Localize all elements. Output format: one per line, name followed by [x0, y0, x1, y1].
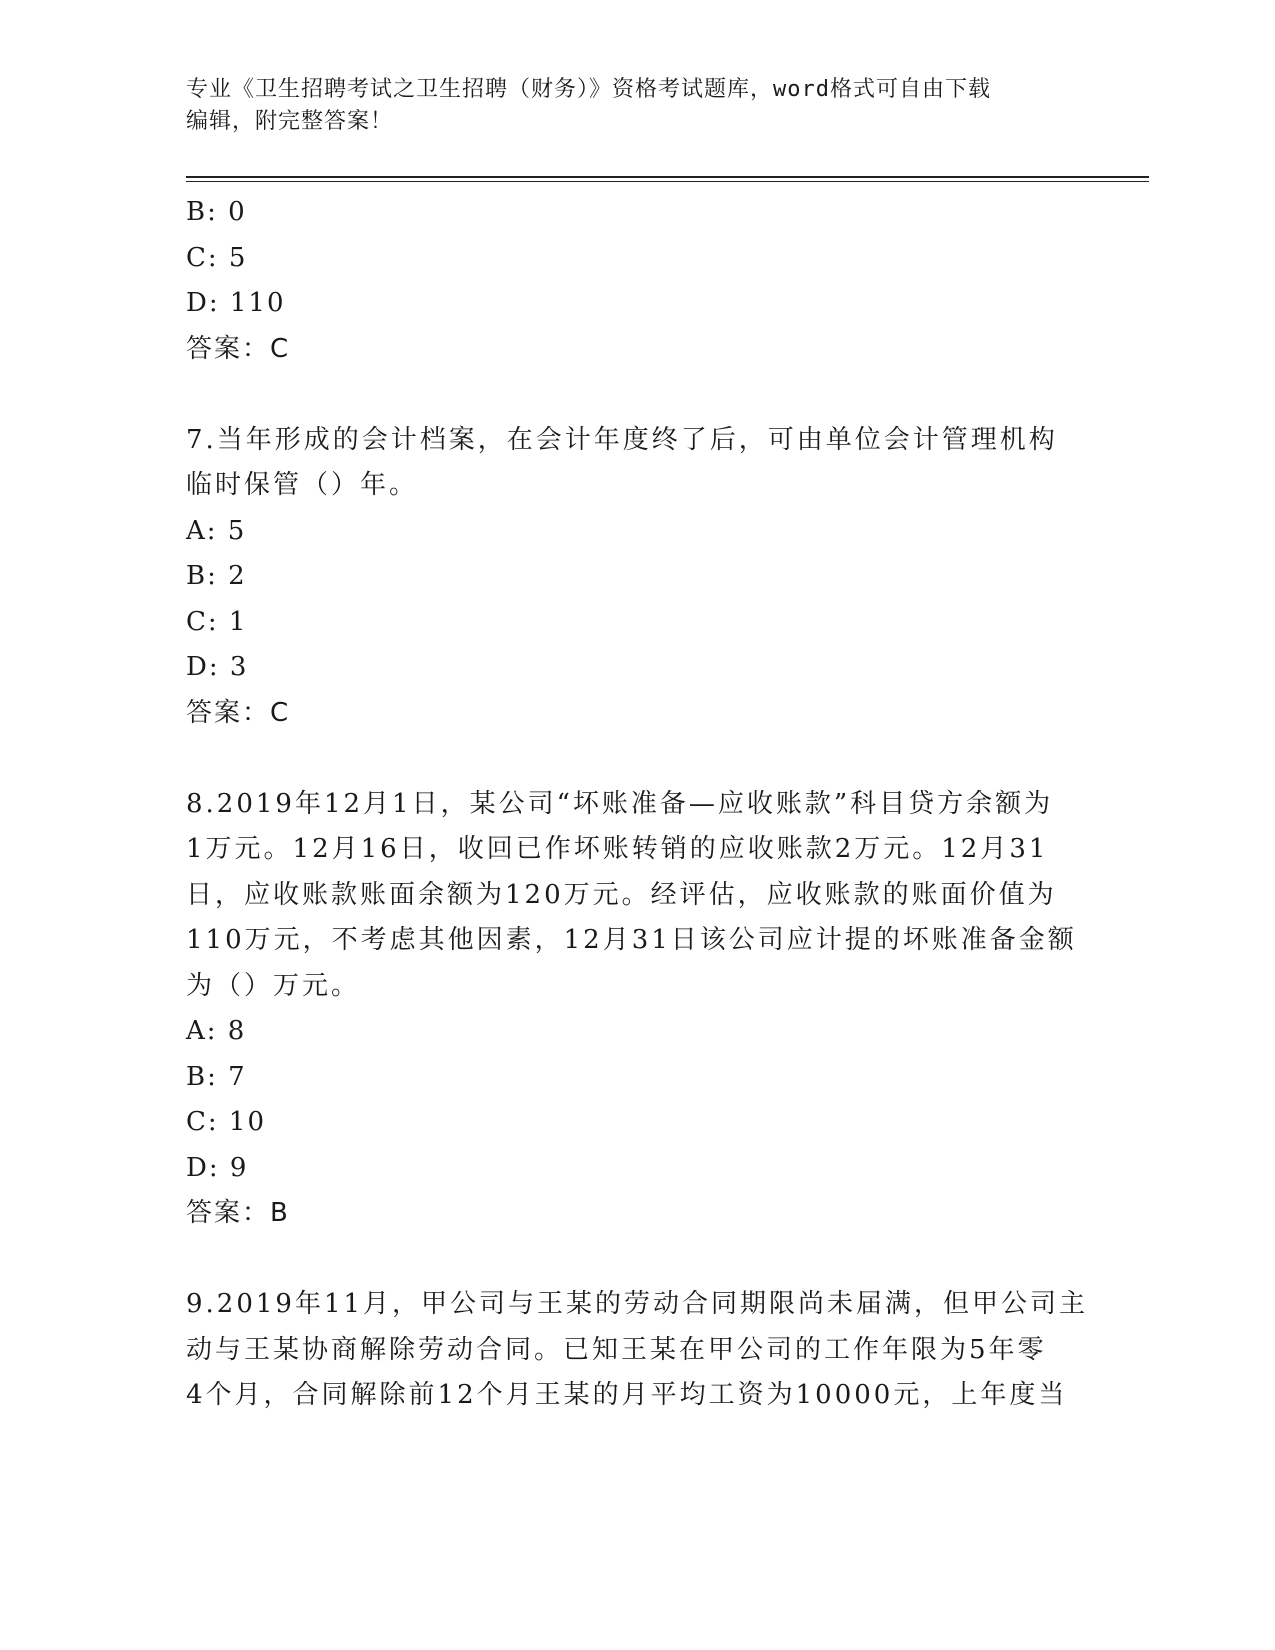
header-divider-thin [186, 181, 1149, 182]
question-text-line: 日，应收账款账面余额为120万元。经评估，应收账款的账面价值为 [186, 879, 1057, 910]
option-a: A: 8 [186, 1016, 247, 1046]
option-d: D: 110 [186, 288, 286, 318]
page-header [186, 74, 1086, 138]
question-text-line: 4个月，合同解除前12个月王某的月平均工资为10000元，上年度当 [186, 1380, 1068, 1410]
option-d: D: 9 [186, 1152, 249, 1183]
question-text-line: 9.2019年11月，甲公司与王某的劳动合同期限尚未届满，但甲公司主 [186, 1289, 1089, 1319]
question-content [186, 190, 1089, 1419]
prev-question-tail [186, 190, 1086, 372]
question-text-line: 1万元。12月16日，收回已作坏账转销的应收账款2万元。12月31 [186, 834, 1049, 864]
spacer [186, 1237, 1086, 1283]
question-text-line: 7.当年形成的会计档案，在会计年度终了后，可由单位会计管理机构 [186, 424, 1058, 455]
option-c: C: 1 [186, 606, 248, 637]
option-b: B: 7 [186, 1061, 247, 1092]
option-c: C: 5 [186, 242, 248, 273]
question-7 [186, 418, 1086, 737]
spacer [186, 372, 1086, 418]
question-text-line: 为（）万元。 [186, 970, 361, 1001]
header-line-2: 编辑，附完整答案！ [186, 109, 394, 134]
answer-line: 答案：C [186, 333, 291, 364]
question-8 [186, 782, 1086, 1237]
option-a: A: 5 [186, 515, 247, 546]
question-9 [186, 1282, 1089, 1419]
question-text-line: 8.2019年12月1日，某公司“坏账准备—应收账款”科目贷方余额为 [186, 788, 1054, 819]
option-b: B: 0 [186, 197, 247, 227]
header-line-1: 专业《卫生招聘考试之卫生招聘（财务）》资格考试题库，word格式可自由下载 [186, 77, 991, 102]
answer-line: 答案：C [186, 697, 291, 728]
answer-line: 答案：B [186, 1198, 290, 1228]
option-b: B: 2 [186, 561, 247, 591]
question-text-line: 临时保管（）年。 [186, 470, 419, 500]
header-divider-thick [186, 176, 1149, 178]
option-d: D: 3 [186, 652, 249, 682]
option-c: C: 10 [186, 1107, 267, 1137]
spacer [186, 736, 1086, 782]
question-text-line: 110万元，不考虑其他因素，12月31日该公司应计提的坏账准备金额 [186, 925, 1077, 955]
question-text-line: 动与王某协商解除劳动合同。已知王某在甲公司的工作年限为5年零 [186, 1334, 1047, 1365]
